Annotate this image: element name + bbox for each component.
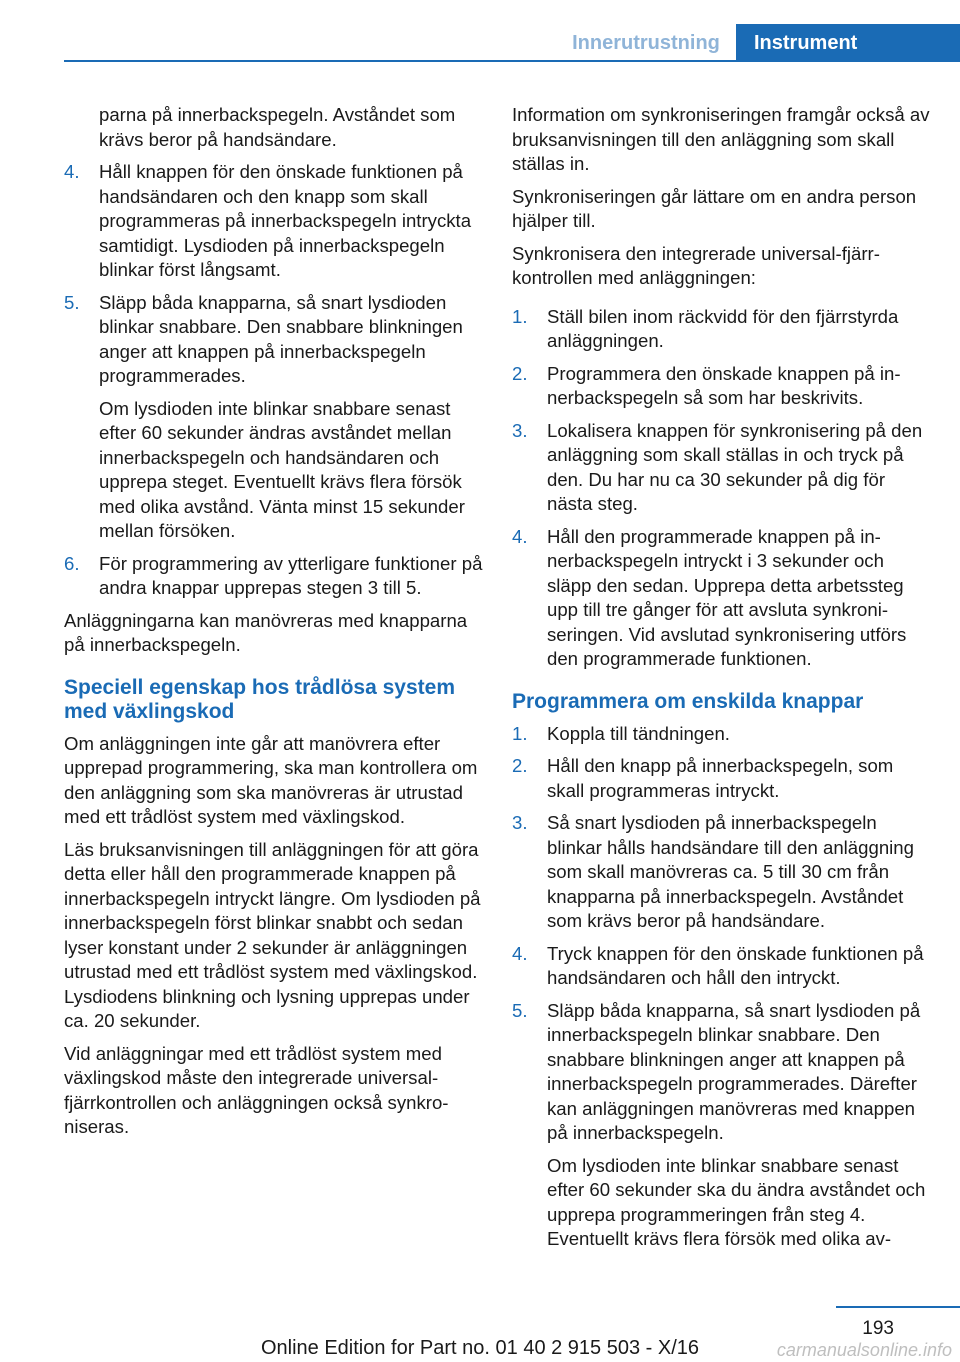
list-item <box>512 942 930 991</box>
paragraph: Synkroniseringen går lättare om en andra person hjälper till. <box>512 185 917 231</box>
list-number: 2. <box>512 755 528 776</box>
list-text: Släpp båda knapparna, så snart lysdioden på innerbackspegeln blinkar snabbare. Den snabbare blinkningen anger att knappen på innerbackspegeln programmerades. Därefter kan anläggningen manövreras med knappen på innerbackspegeln. <box>547 999 921 1143</box>
paragraph: Vid anläggningar med ett trådlöst system med växlingskod måste den integrerade universalfjärrkontrollen och anläggningen också synkroniseras. <box>64 1042 449 1137</box>
list-item <box>64 160 484 283</box>
list-number: 2. <box>512 362 528 384</box>
list-subtext: Om lysdioden inte blinkar snabbare senast efter 60 sekunder ska du ändra avståndet och upprepa programmeringen från steg 4. Eventuellt krävs flera försök med olika av- <box>547 1154 926 1249</box>
list-item <box>512 999 930 1252</box>
right-column <box>512 103 930 1260</box>
list-item <box>512 525 930 672</box>
list-item <box>512 419 930 517</box>
section-heading: Programmera om enskilda knappar <box>512 689 864 713</box>
paragraph: Synkronisera den integrerade universal-fjärrkontrollen med anläggningen: <box>512 242 880 288</box>
edition-footer: Online Edition for Part no. 01 40 2 915 503 - X/16 <box>260 1337 700 1359</box>
paragraph: Information om synkroniseringen framgår också av bruksanvisningen till den anläggning som skall ställas in. <box>512 104 930 174</box>
list-text: Håll den knapp på innerbackspegeln, som skall programmeras intryckt. <box>547 755 894 801</box>
list-item <box>512 722 930 747</box>
paragraph: Anläggningarna kan manövreras med knapparna på innerbackspegeln. <box>64 609 468 655</box>
section-heading: Speciell egenskap hos trådlösa system med växlingskod <box>64 675 456 723</box>
list-item <box>64 552 484 601</box>
list-number: 4. <box>512 525 528 547</box>
list-text: Så snart lysdioden på innerbackspegeln blinkar hålls handsändare till den anläggning som skall manövreras ca. 5 till 30 cm från knapparna på innerbackspegeln. Avståndet som krävs beror på handsändare. <box>547 812 914 931</box>
list-text: Ställ bilen inom räckvidd för den fjärrstyrda anläggningen. <box>547 305 899 351</box>
list-text: Koppla till tändningen. <box>547 722 730 744</box>
intro-continuation: parna på innerbackspegeln. Avståndet som krävs beror på handsändare. <box>99 104 456 150</box>
list-number: 1. <box>512 305 528 327</box>
list-number: 4. <box>512 942 528 964</box>
footer-rule <box>836 1306 960 1308</box>
watermark[interactable]: carmanualsonline.info <box>776 1340 952 1360</box>
list-number: 6. <box>64 552 80 574</box>
list-number: 1. <box>512 722 528 744</box>
list-item <box>512 811 930 934</box>
list-item <box>64 291 484 544</box>
list-number: 5. <box>512 999 528 1021</box>
list-number: 3. <box>512 419 528 441</box>
list-text: Håll knappen för den önskade funktionen på handsändaren och den knapp som skall programmeras på innerbackspegeln intryckta samtidigt. Lysdioden på innerbackspegeln blinkar först långsamt. <box>99 161 472 280</box>
list-text: Tryck knappen för den önskade funktionen på handsändaren och håll den intryckt. <box>547 942 924 988</box>
list-item <box>512 754 930 803</box>
paragraph: Om anläggningen inte går att manövrera efter upprepad programmering, ska man kontrollera om den anläggning som ska manövreras är utrustad med ett trådlöst system med växlingskod. <box>64 732 478 827</box>
list-text: Programmera den önskade knappen på innerbackspegeln så som har beskrivits. <box>547 362 901 408</box>
list-number: 3. <box>512 812 528 833</box>
list-item <box>512 305 930 354</box>
list-text: Släpp båda knapparna, så snart lysdioden blinkar snabbare. Den snabbare blinkningen anger att knappen på innerbackspegeln programmerades. <box>99 291 463 386</box>
list-number: 5. <box>64 291 80 313</box>
list-text: För programmering av ytterligare funktioner på andra knappar upprepas stegen 3 till 5. <box>99 552 483 598</box>
list-subtext: Om lysdioden inte blinkar snabbare senast efter 60 sekunder ändras avståndet mellan innerbackspegeln och handsändaren och upprepa steget. Eventuellt krävs flera försök med olika avstånd. Vänta minst 15 sekunder mellan försöken. <box>99 397 465 541</box>
list-text: Lokalisera knappen för synkronisering på den anläggning som skall ställas in och tryck på den. Du har nu ca 30 sekunder på dig för nästa steg. <box>547 419 923 514</box>
left-column <box>64 103 484 1148</box>
section-tab[interactable]: Innerutrustning <box>572 32 720 54</box>
page-number: 193 <box>862 1318 894 1339</box>
list-item <box>512 362 930 411</box>
list-number: 4. <box>64 161 80 182</box>
list-text: Håll den programmerade knappen på innerbackspegeln intryckt i 3 sekunder och släpp den sedan. Upprepa detta arbetssteg upp till tre gånger för att avsluta synkroniseringen. Vid avslutad synkronisering utförs den programmerade funktionen. <box>547 525 907 669</box>
chapter-tab[interactable]: Instrument <box>736 24 960 62</box>
paragraph: Läs bruksanvisningen till anläggningen för att göra detta eller håll den programmerade knappen på innerbackspegeln intryckt längre. Om lysdioden på innerbackspegeln först blinkar snabbt och sedan lyser konstant under 2 sekunder är anläggningen utrustad med ett trådlöst system med växlingskod. Lysdiodens blinkning och lysning upprepas under ca. 20 sekunder. <box>64 838 481 1031</box>
